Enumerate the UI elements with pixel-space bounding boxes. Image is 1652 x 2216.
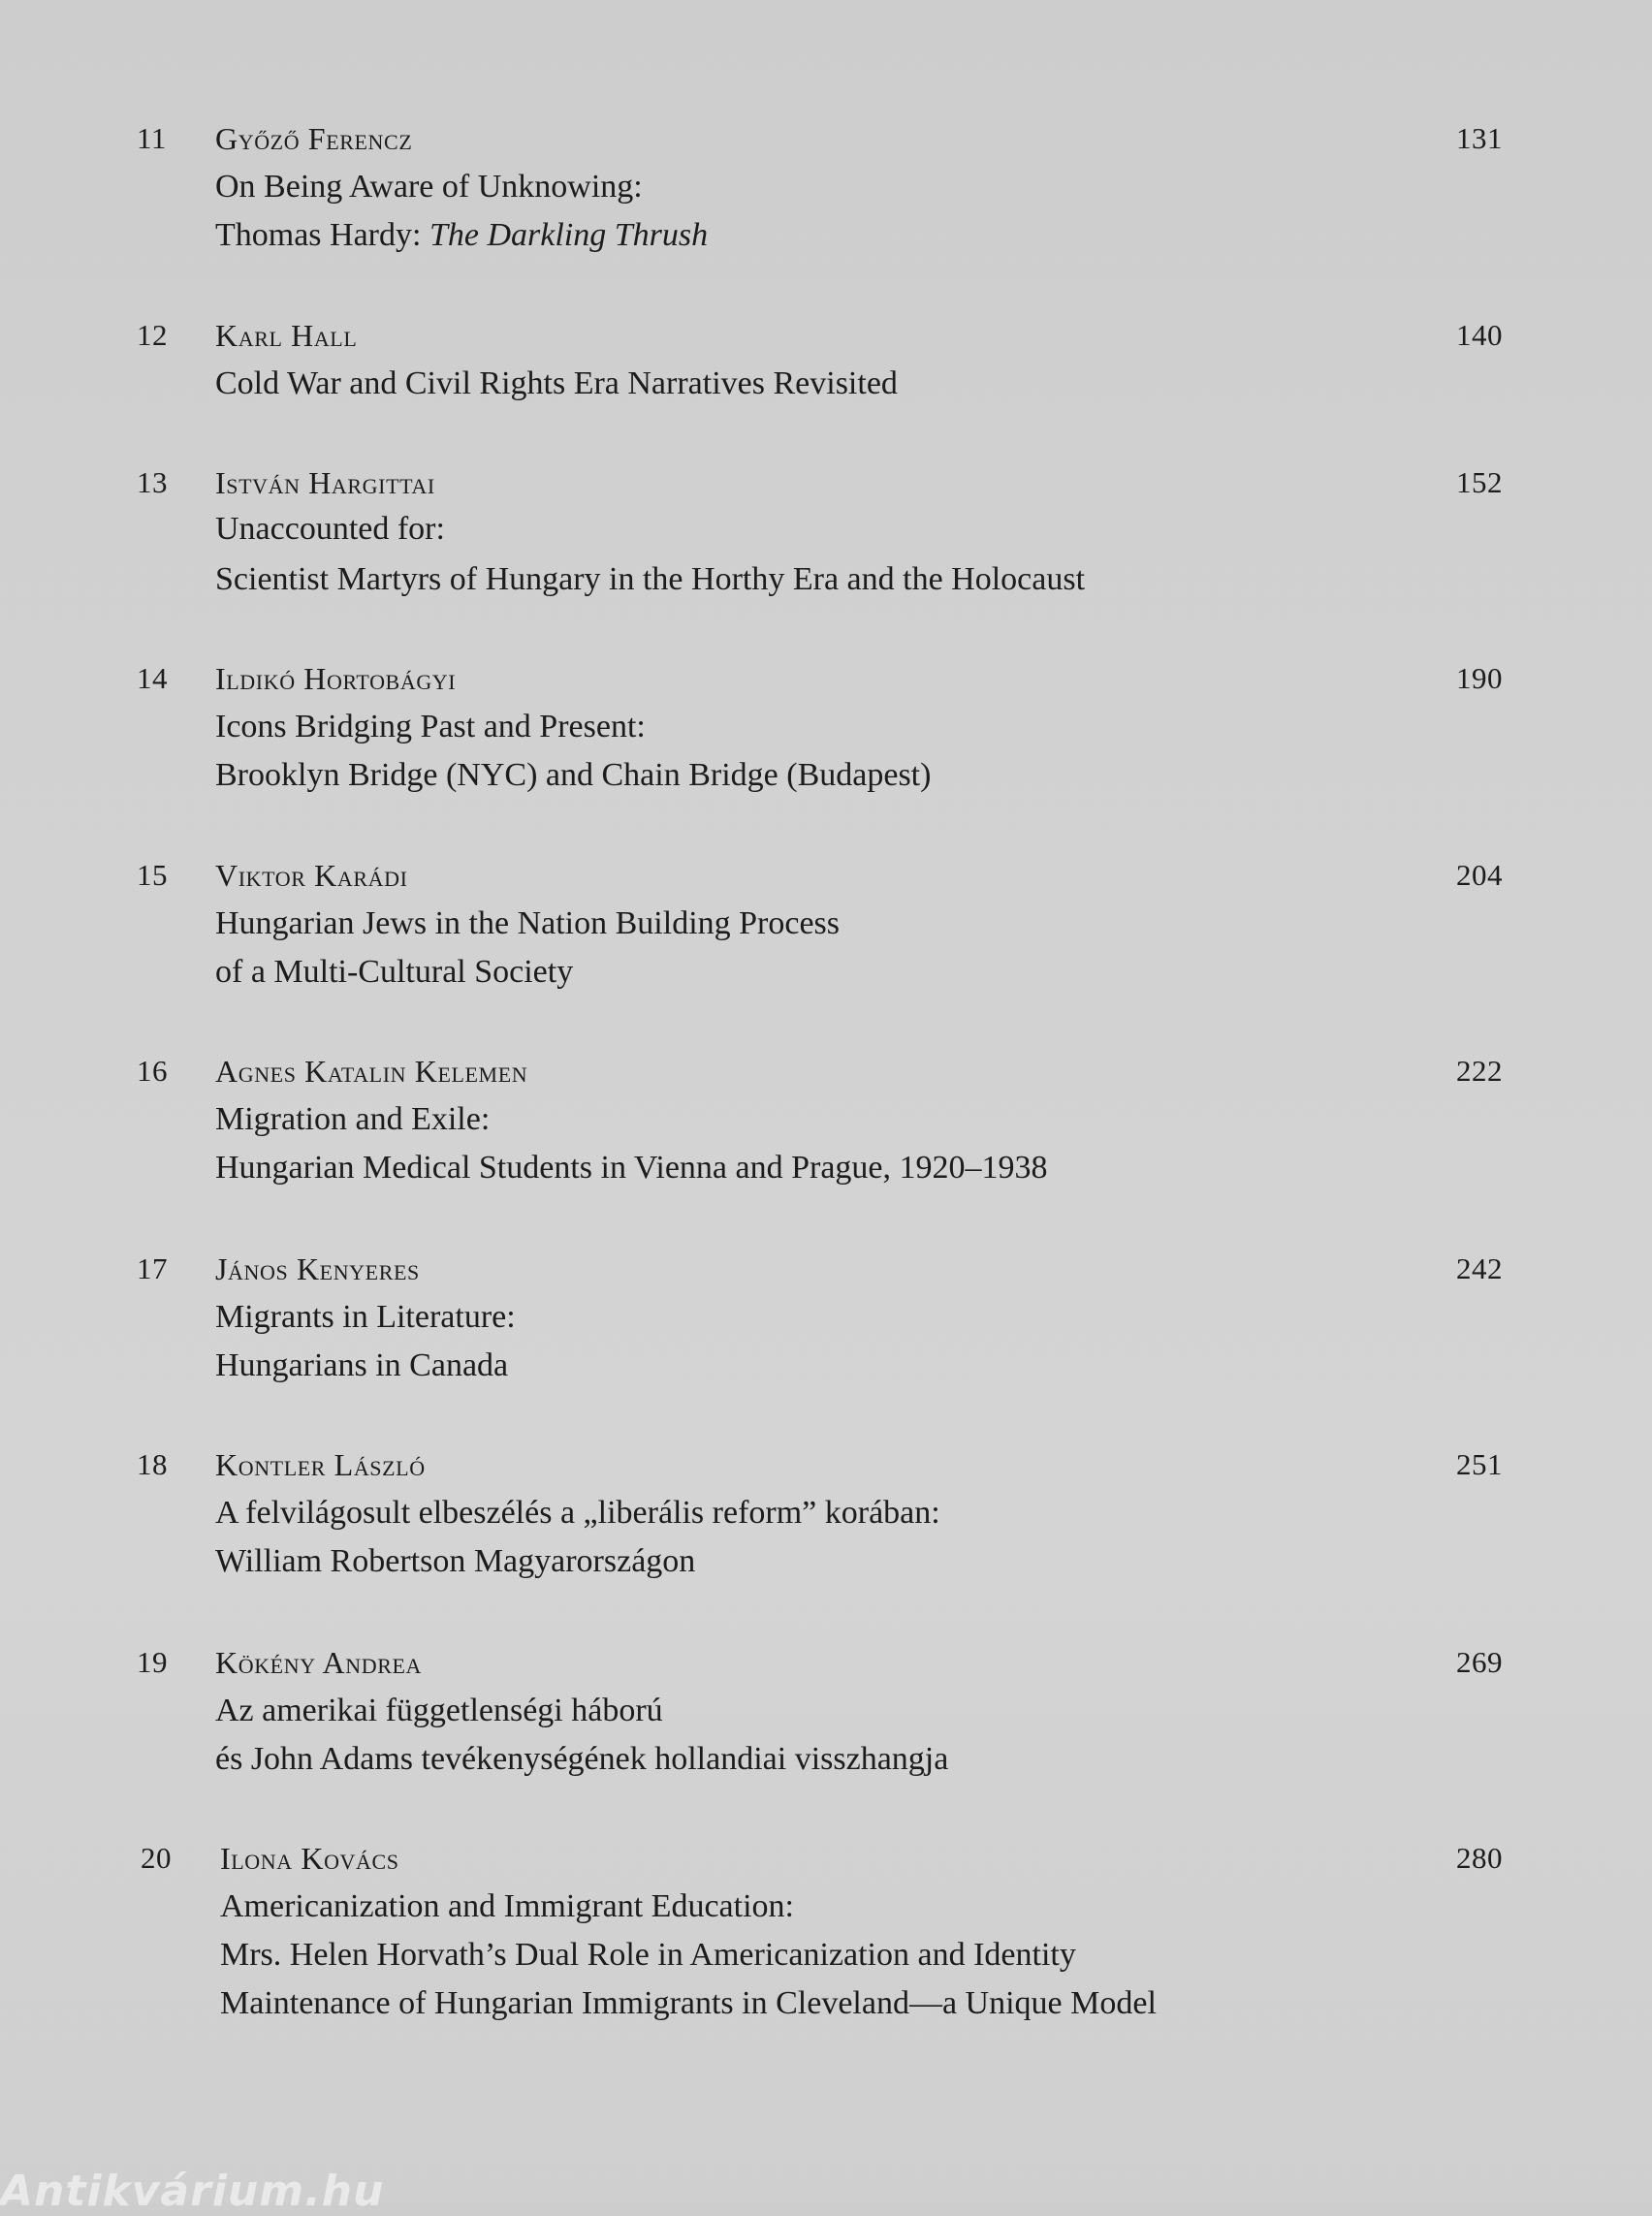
entry-title-line: Maintenance of Hungarian Immigrants in Cleveland—a Unique Model: [220, 1985, 1157, 2021]
entry-author: Karl Hall: [215, 318, 358, 353]
entry-author: Agnes Katalin Kelemen: [215, 1054, 528, 1089]
entry-number: 16: [137, 1054, 168, 1088]
entry-title-line: Unaccounted for:: [215, 511, 445, 547]
entry-title-line: és John Adams tevékenységének hollandiai visszhangja: [215, 1741, 949, 1777]
entry-title-line: Hungarian Jews in the Nation Building Process: [215, 905, 841, 941]
entry-page-number: 222: [1456, 1054, 1503, 1088]
entry-title-line: A felvilágosult elbeszélés a „liberális reform” korában:: [215, 1495, 940, 1531]
entry-page-number: 280: [1456, 1841, 1503, 1875]
entry-page-number: 204: [1456, 858, 1503, 892]
entry-number: 11: [137, 121, 167, 155]
entry-number: 14: [137, 661, 168, 695]
watermark-text: Antikvárium.hu: [0, 2167, 385, 2216]
entry-page-number: 269: [1456, 1645, 1503, 1679]
entry-number: 20: [141, 1841, 172, 1875]
entry-title-line: Brooklyn Bridge (NYC) and Chain Bridge (Budapest): [215, 757, 932, 793]
entry-title-line: Hungarian Medical Students in Vienna and Prague, 1920–1938: [215, 1150, 1048, 1186]
entry-author: Ilona Kovács: [220, 1841, 399, 1876]
entry-author: Ildikó Hortobágyi: [215, 661, 457, 696]
entry-number: 18: [137, 1447, 168, 1481]
entry-page-number: 190: [1456, 661, 1503, 695]
entry-title-italic: The Darkling Thrush: [429, 217, 709, 253]
entry-title-line: Migrants in Literature:: [215, 1299, 516, 1335]
entry-title-line: Migration and Exile:: [215, 1101, 491, 1137]
entry-title-line: Mrs. Helen Horvath’s Dual Role in Americanization and Identity: [220, 1937, 1076, 1973]
entry-title-line: On Being Aware of Unknowing:: [215, 169, 643, 205]
entry-page-number: 242: [1456, 1251, 1503, 1285]
entry-title-line: Cold War and Civil Rights Era Narratives Revisited: [215, 365, 898, 401]
entry-author: Győző Ferencz: [215, 121, 413, 156]
entry-page-number: 152: [1456, 465, 1503, 499]
entry-title-line: Americanization and Immigrant Education:: [220, 1888, 794, 1924]
entry-title-line: of a Multi-Cultural Society: [215, 954, 574, 990]
entry-number: 12: [137, 318, 168, 352]
entry-author: János Kenyeres: [215, 1251, 420, 1286]
entry-number: 13: [137, 465, 168, 499]
entry-author: Kontler László: [215, 1447, 426, 1482]
entry-author: Viktor Karádi: [215, 858, 408, 893]
entry-number: 19: [137, 1645, 168, 1679]
entry-author: Kökény Andrea: [215, 1645, 423, 1680]
entry-number: 17: [137, 1251, 168, 1285]
entry-title-line: Hungarians in Canada: [215, 1347, 509, 1383]
entry-title-plain: Thomas Hardy:: [215, 217, 429, 253]
entry-title-line: Az amerikai függetlenségi háború: [215, 1693, 663, 1728]
entry-title-line: Icons Bridging Past and Present:: [215, 709, 646, 744]
entry-page-number: 140: [1456, 318, 1503, 352]
entry-title-line: William Robertson Magyarországon: [215, 1543, 696, 1579]
entry-title-line: Scientist Martyrs of Hungary in the Horthy Era and the Holocaust: [215, 561, 1086, 597]
entry-page-number: 131: [1456, 121, 1503, 155]
entry-title-line: [215, 211, 708, 260]
entry-page-number: 251: [1456, 1447, 1503, 1481]
entry-author: István Hargittai: [215, 465, 435, 500]
entry-number: 15: [137, 858, 168, 892]
